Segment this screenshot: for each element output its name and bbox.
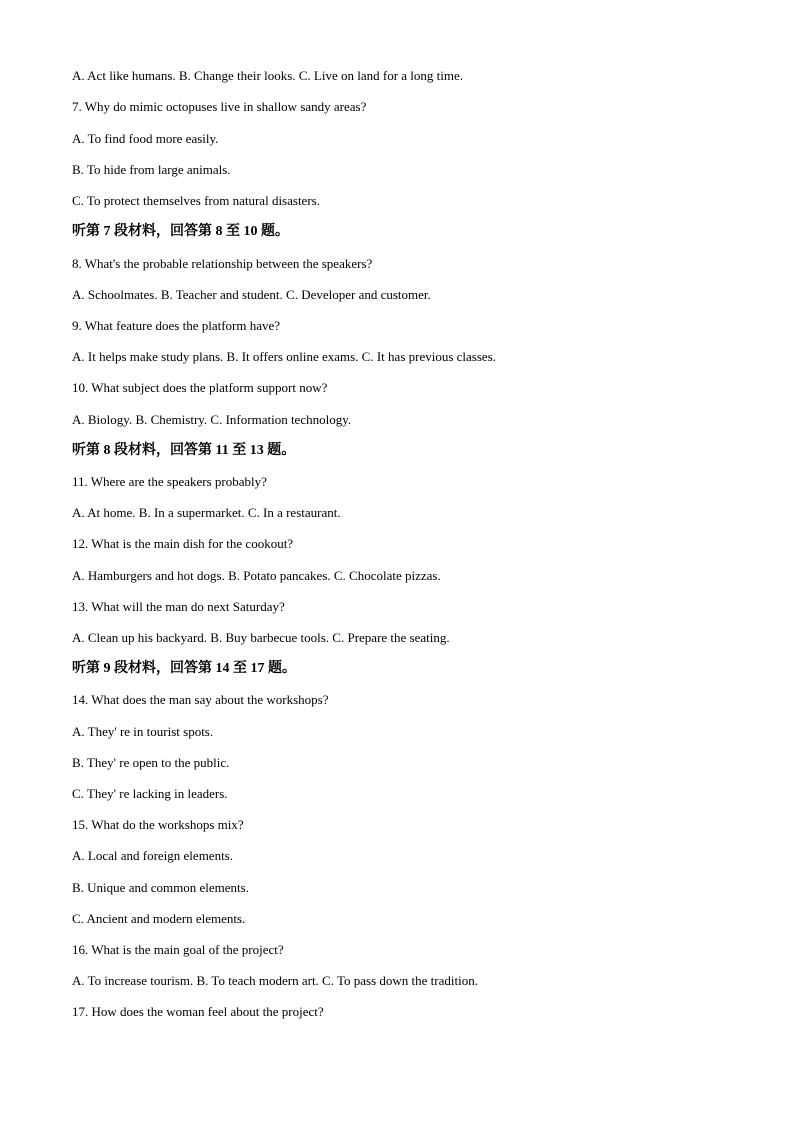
question-13: 13. What will the man do next Saturday? bbox=[72, 599, 285, 614]
option-15b: B. Unique and common elements. bbox=[72, 880, 249, 895]
option-15a: A. Local and foreign elements. bbox=[72, 848, 233, 863]
answer-options-q12: A. Hamburgers and hot dogs. B. Potato pancakes. C. Chocolate pizzas. bbox=[72, 568, 441, 583]
question-11: 11. Where are the speakers probably? bbox=[72, 474, 267, 489]
question-9: 9. What feature does the platform have? bbox=[72, 318, 281, 333]
answer-options-q6: A. Act like humans. B. Change their looks. C. Live on land for a long time. bbox=[72, 68, 464, 83]
option-7a: A. To find food more easily. bbox=[72, 131, 219, 146]
section-heading-passage-7: 听第 7 段材料，回答第 8 至 10 题。 bbox=[72, 224, 289, 239]
question-8: 8. What's the probable relationship between the speakers? bbox=[72, 256, 373, 271]
section-heading-passage-9: 听第 9 段材料，回答第 14 至 17 题。 bbox=[72, 661, 296, 676]
option-7c: C. To protect themselves from natural disasters. bbox=[72, 193, 320, 208]
section-heading-passage-8: 听第 8 段材料，回答第 11 至 13 题。 bbox=[72, 443, 296, 458]
question-16: 16. What is the main goal of the project? bbox=[72, 942, 284, 957]
answer-options-q9: A. It helps make study plans. B. It offers online exams. C. It has previous classes. bbox=[72, 349, 496, 364]
question-10: 10. What subject does the platform support now? bbox=[72, 380, 328, 395]
answer-options-q13: A. Clean up his backyard. B. Buy barbecue tools. C. Prepare the seating. bbox=[72, 630, 450, 645]
question-7: 7. Why do mimic octopuses live in shallow sandy areas? bbox=[72, 99, 367, 114]
option-15c: C. Ancient and modern elements. bbox=[72, 911, 246, 926]
question-14: 14. What does the man say about the workshops? bbox=[72, 692, 329, 707]
question-17: 17. How does the woman feel about the project? bbox=[72, 1004, 324, 1019]
question-15: 15. What do the workshops mix? bbox=[72, 817, 244, 832]
option-14b: B. They' re open to the public. bbox=[72, 755, 230, 770]
option-14a: A. They' re in tourist spots. bbox=[72, 724, 214, 739]
option-14c: C. They' re lacking in leaders. bbox=[72, 786, 228, 801]
answer-options-q10: A. Biology. B. Chemistry. C. Information technology. bbox=[72, 412, 352, 427]
answer-options-q16: A. To increase tourism. B. To teach modern art. C. To pass down the tradition. bbox=[72, 973, 478, 988]
option-7b: B. To hide from large animals. bbox=[72, 162, 231, 177]
answer-options-q8: A. Schoolmates. B. Teacher and student. C. Developer and customer. bbox=[72, 287, 431, 302]
question-12: 12. What is the main dish for the cookout? bbox=[72, 536, 294, 551]
answer-options-q11: A. At home. B. In a supermarket. C. In a restaurant. bbox=[72, 505, 341, 520]
